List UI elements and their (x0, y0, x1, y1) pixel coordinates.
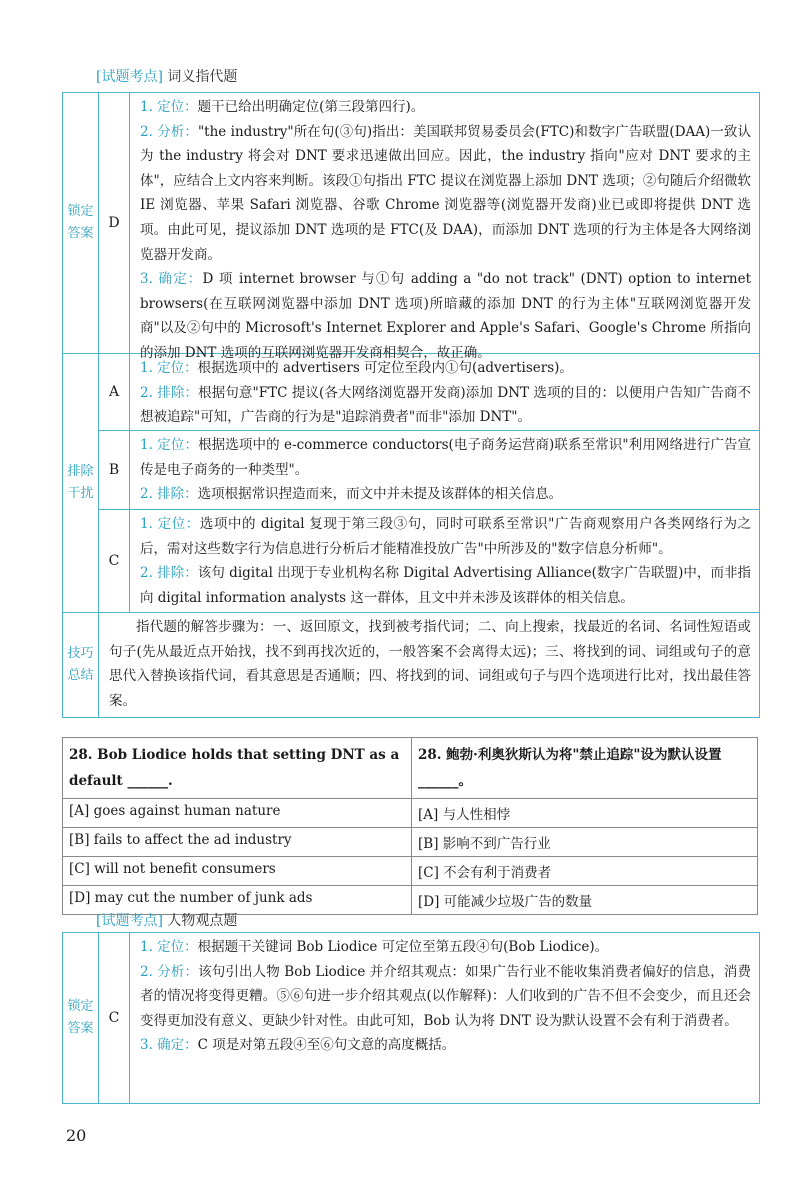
option-letter: A (99, 354, 130, 430)
option-zh: [C] 不会有利于消费者 (412, 857, 758, 886)
locked-answer-row (63, 933, 759, 1103)
topic-tag-label: [试题考点] (96, 913, 163, 929)
section1-topic-tag (96, 66, 237, 86)
option-zh: [D] 可能减少垃圾广告的数量 (412, 886, 758, 915)
distractor-b: B 1. 定位：根据选项中的 e-commerce conductors(电子商务运营商)联系至常识"利用网络进行广告宣传是电子商务的一种类型"。 2. 排除：选项根据常识捏造而来，而文中并未提及该群体的相关信息。 (99, 430, 759, 509)
topic-tag-text: 词义指代题 (167, 69, 238, 85)
section2-topic-tag (96, 910, 237, 930)
answer-explanation: 1. 定位：题干已给出明确定位(第三段第四行)。 2. 分析："the industry"所在句(③句)指出：美国联邦贸易委员会(FTC)和数字广告联盟(DAA)一致认为 the industry 将会对 DNT 要求迅速做出回应。因此，the industry 指向"应对 DNT 要求的主体"，应结合上文内容来判断。该段①句指出 FTC 提议在浏览器上添加 DNT 选项；②句随后介绍微软 IE 浏览器、苹果 Safari 浏览器、谷歌 Chrome 浏览器等(浏览器开发商)业已或即将提供 DNT 选项。由此可见，提议添加 DNT 选项的是 FTC(及 DAA)，而添加 DNT 选项的行为主体是各大网络浏览器开发商。 3. 确定：D 项 internet browser 与①句 adding a "do not track" (DNT) option to internet browsers(在互联网浏览器中添加 DNT 选项)所暗藏的添加 DNT 的行为主体"互联网浏览器开发商"以及②句中的 Microsoft's Internet Explorer and Apple's Safari、Google's Chrome 所指向的添加 DNT 选项的互联网浏览器开发商相契合，故正确。 (140, 99, 752, 361)
locked-answer-row (63, 93, 759, 361)
option-row (63, 857, 758, 886)
option-letter: B (99, 431, 130, 509)
skill-summary-text: 指代题的解答步骤为：一、返回原文，找到被考指代词；二、向上搜索，找最近的名词、名词性短语或句子(先从最近点开始找，找不到再找次近的，一般答案不会离得太远)；三、将找到的词、词组或句子的意思代入替换该指代词，看其意思是否通顺；四、将找到的词、词组或句子与四个选项进行比对，找出最佳答案。 (109, 619, 751, 709)
question-stem-row (63, 738, 758, 799)
category-label: 锁定答案 (63, 933, 99, 1103)
option-zh: [B] 影响不到广告行业 (412, 828, 758, 857)
distractor-a: A 1. 定位：根据选项中的 advertisers 可定位至段内①句(advertisers)。 2. 排除：根据句意"FTC 提议(各大网络浏览器开发商)添加 DNT 选项的目的：以便用户告知广告商不想被追踪"可知，广告商的行为是"追踪消费者"而非"添加 DNT"。 (99, 354, 759, 430)
option-row (63, 799, 758, 828)
skill-summary-row (63, 612, 759, 717)
topic-tag-text: 人物观点题 (167, 913, 238, 929)
question-stem-zh: 28. 鲍勃·利奥狄斯认为将"禁止追踪"设为默认设置______。 (412, 738, 758, 799)
option-en: [C] will not benefit consumers (63, 857, 412, 886)
category-label: 技巧总结 (63, 613, 99, 717)
analysis-box-1 (62, 92, 760, 718)
answer-explanation: 1. 定位：根据题干关键词 Bob Liodice 可定位至第五段④句(Bob Liodice)。 2. 分析：该句引出人物 Bob Liodice 并介绍其观点：如果广告行业不能收集消费者偏好的信息，消费者的情况将变得更糟。⑤⑥句进一步介绍其观点(以作解释)：人们收到的广告不但不会变少，而且还会变得更加没有意义、更缺少针对性。由此可知，Bob 认为将 DNT 设为默认设置不会有利于消费者。 3. 确定：C 项是对第五段④至⑥句文意的高度概括。 (140, 939, 751, 1054)
category-label: 排除干扰 (63, 354, 99, 612)
exclude-distractors-row (63, 353, 759, 612)
question-stem-en: 28. Bob Liodice holds that setting DNT as a default ______. (63, 738, 412, 799)
option-row (63, 828, 758, 857)
option-zh: [A] 与人性相悖 (412, 799, 758, 828)
analysis-box-2 (62, 932, 760, 1104)
option-letter: C (99, 510, 130, 612)
question-table (62, 737, 758, 915)
option-en: [D] may cut the number of junk ads (63, 886, 412, 915)
category-label: 锁定答案 (63, 93, 99, 353)
option-letter: C (99, 933, 130, 1103)
option-en: [B] fails to affect the ad industry (63, 828, 412, 857)
page-number: 20 (66, 1126, 87, 1145)
option-letter: D (99, 93, 130, 353)
distractor-c: C 1. 定位：选项中的 digital 复现于第三段③句，同时可联系至常识"广告商观察用户各类网络行为之后，需对这些数字行为信息进行分析后才能精准投放广告"中所涉及的"数字信息分析师"。 2. 排除：该句 digital 出现于专业机构名称 Digital Advertising Alliance(数字广告联盟)中，而非指向 digital information analysts 这一群体，且文中并未涉及该群体的相关信息。 (99, 509, 759, 612)
option-en: [A] goes against human nature (63, 799, 412, 828)
topic-tag-label: [试题考点] (96, 69, 163, 85)
